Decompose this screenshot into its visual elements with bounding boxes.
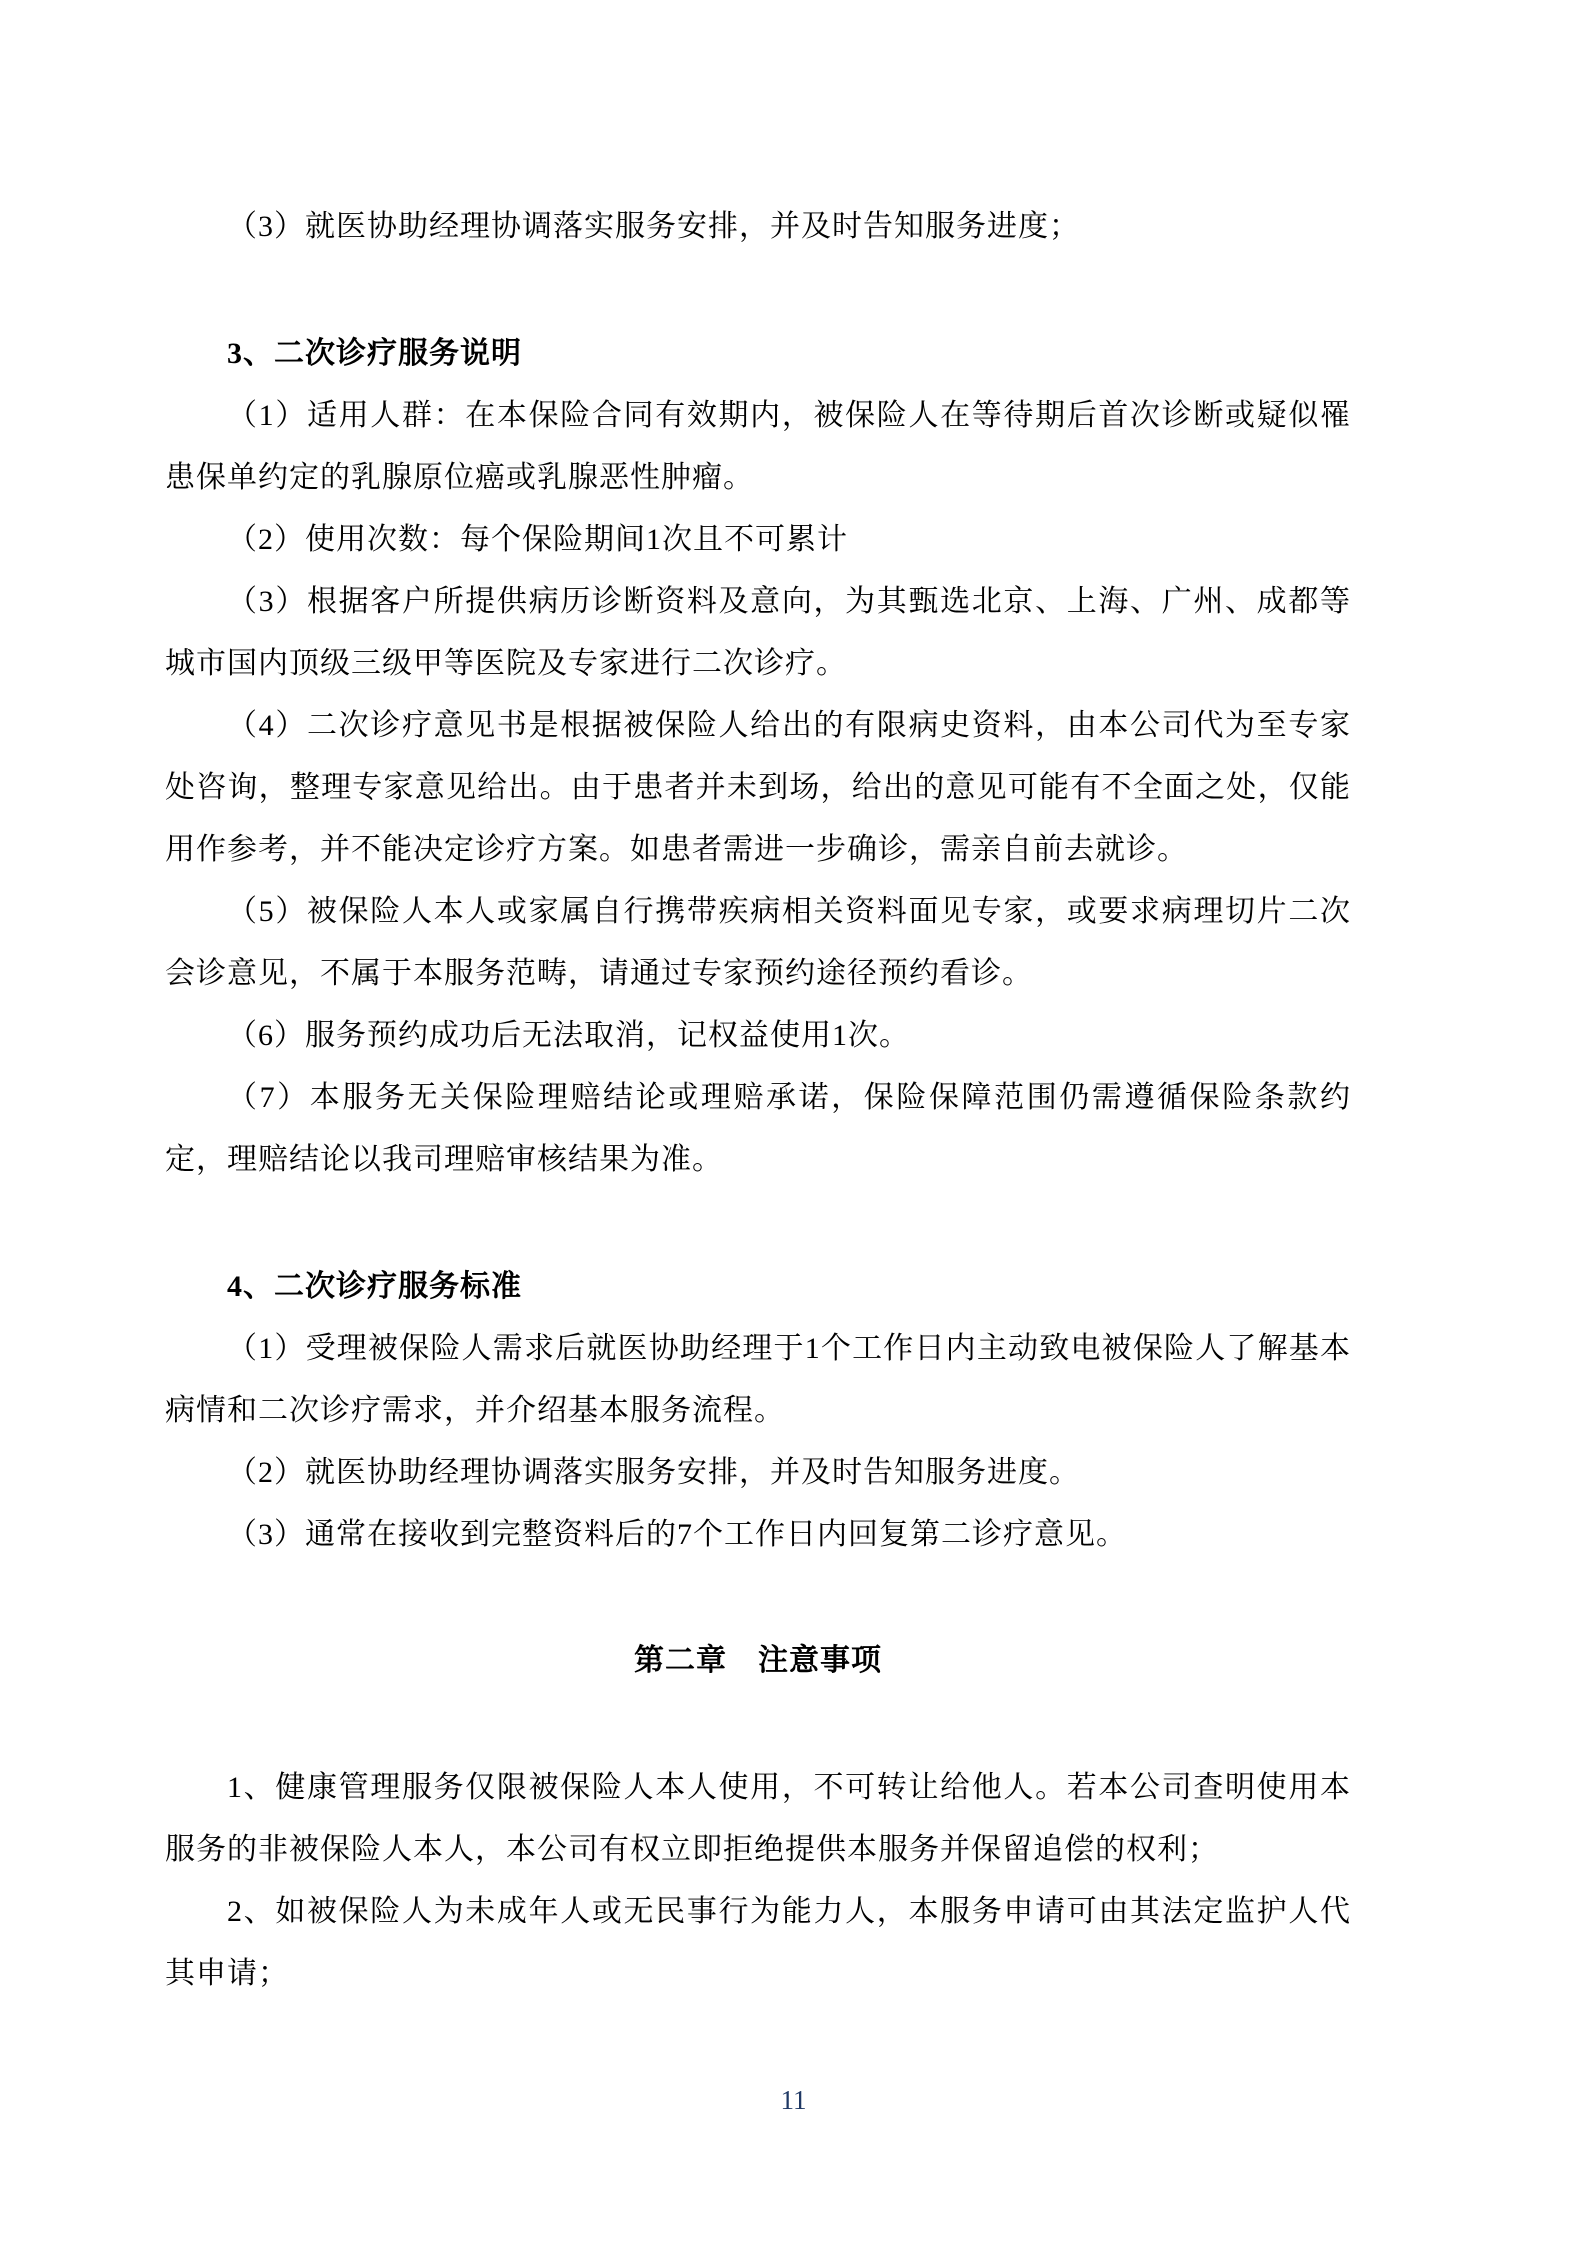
section-heading-4: 4、二次诊疗服务标准 xyxy=(227,1270,522,1303)
paragraph-hospital-selection: （3）根据客户所提供病历诊断资料及意向，为其甄选北京、上海、广州、成都等城市国内顶级三级甲等医院及专家进行二次诊疗。 xyxy=(165,585,1351,680)
paragraph-no-cancellation: （6）服务预约成功后无法取消，记权益使用1次。 xyxy=(227,1019,910,1052)
paragraph-self-visit-exclusion: （5）被保险人本人或家属自行携带疾病相关资料面见专家，或要求病理切片二次会诊意见，不属于本服务范畴，请通过专家预约途径预约看诊。 xyxy=(165,895,1351,990)
page-number: 11 xyxy=(780,2085,807,2115)
section-heading-3: 3、二次诊疗服务说明 xyxy=(227,337,522,370)
paragraph-claims-disclaimer: （7）本服务无关保险理赔结论或理赔承诺，保险保障范围仍需遵循保险条款约定，理赔结论以我司理赔审核结果为准。 xyxy=(165,1081,1351,1176)
paragraph-note-2: 2、如被保险人为未成年人或无民事行为能力人，本服务申请可由其法定监护人代其申请； xyxy=(165,1895,1351,1990)
document-body xyxy=(165,196,1351,2005)
paragraph-service-progress: （3）就医协助经理协调落实服务安排，并及时告知服务进度； xyxy=(227,210,1080,243)
paragraph-service-standard-1: （1）受理被保险人需求后就医协助经理于1个工作日内主动致电被保险人了解基本病情和二次诊疗需求，并介绍基本服务流程。 xyxy=(165,1332,1351,1427)
paragraph-applicable-group: （1）适用人群：在本保险合同有效期内，被保险人在等待期后首次诊断或疑似罹患保单约定的乳腺原位癌或乳腺恶性肿瘤。 xyxy=(165,399,1351,494)
chapter-heading-notes: 第二章 注意事项 xyxy=(634,1644,882,1677)
paragraph-usage-count: （2）使用次数：每个保险期间1次且不可累计 xyxy=(227,523,848,556)
paragraph-service-standard-3: （3）通常在接收到完整资料后的7个工作日内回复第二诊疗意见。 xyxy=(227,1518,1127,1551)
paragraph-service-standard-2: （2）就医协助经理协调落实服务安排，并及时告知服务进度。 xyxy=(227,1456,1080,1489)
paragraph-note-1: 1、健康管理服务仅限被保险人本人使用，不可转让给他人。若本公司查明使用本服务的非被保险人本人，本公司有权立即拒绝提供本服务并保留追偿的权利； xyxy=(165,1771,1351,1866)
paragraph-opinion-letter: （4）二次诊疗意见书是根据被保险人给出的有限病史资料，由本公司代为至专家处咨询，整理专家意见给出。由于患者并未到场，给出的意见可能有不全面之处，仅能用作参考，并不能决定诊疗方案。如患者需进一步确诊，需亲自前去就诊。 xyxy=(165,709,1351,866)
